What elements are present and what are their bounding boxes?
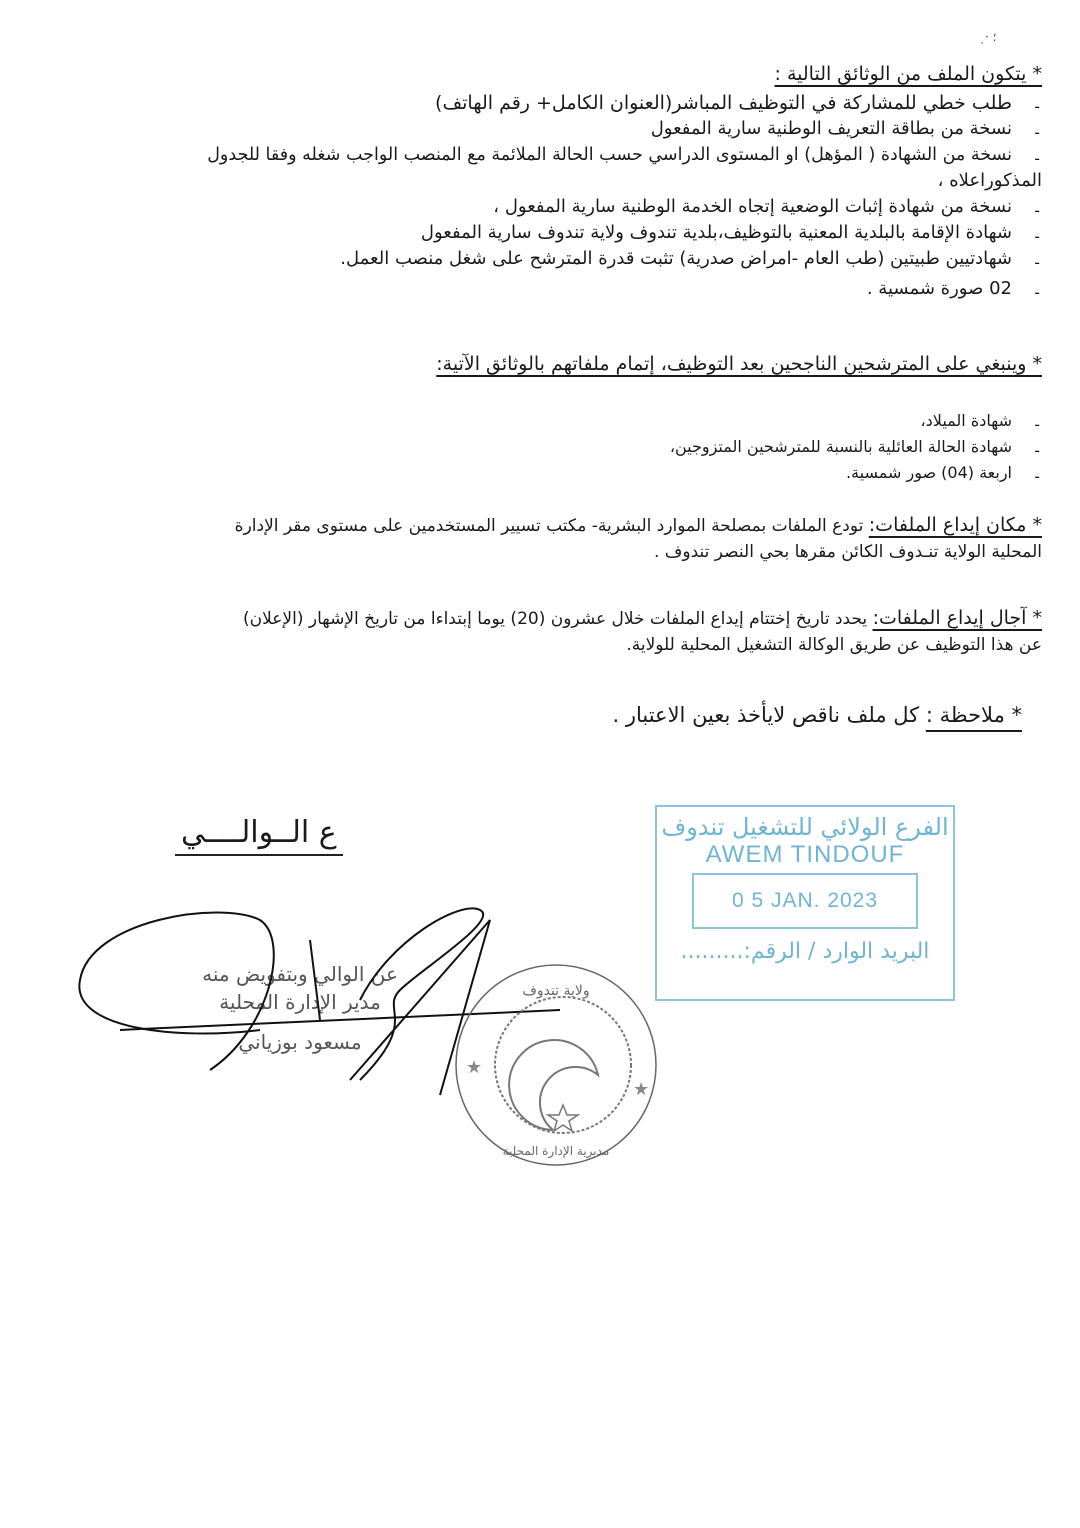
signatory-name: مسعود بوزياني	[238, 1030, 362, 1054]
list-item: - 02 صورة شمسية .	[207, 276, 1042, 302]
deposit-place-label: * مكان إيداع الملفات:	[868, 514, 1042, 536]
required-documents-section	[207, 60, 1042, 302]
deposit-deadline-paragraph	[60, 605, 1042, 658]
note-label: * ملاحظة :	[925, 703, 1022, 727]
svg-text:★: ★	[466, 1057, 483, 1078]
signatory-title: ع الــوالــــي	[175, 815, 343, 856]
list-item: - شهادة الإقامة بالبلدية المعنية بالتوظيف،بلدية تندوف ولاية تندوف سارية المفعول	[207, 220, 1042, 246]
list-item: - نسخة من بطاقة التعريف الوطنية سارية المفعول	[207, 116, 1042, 142]
list-item: - شهادة الميلاد،	[436, 408, 1042, 434]
deposit-place-line2: المحلية الولاية تنـدوف الكائن مقرها بحي النصر تندوف .	[653, 542, 1042, 562]
stamp-agency-arabic: الفرع الولائي للتشغيل تندوف	[661, 813, 949, 841]
director-title: مدير الإدارة المحلية	[219, 990, 381, 1014]
stamp-incoming-mail-number: البريد الوارد / الرقم:.........	[680, 939, 930, 964]
list-item: - اربعة (04) صور شمسية.	[436, 460, 1042, 486]
section-heading: * يتكون الملف من الوثائق التالية :	[774, 63, 1042, 85]
seal-top-text: ولاية تندوف	[522, 983, 590, 999]
post-hiring-documents-section	[436, 350, 1042, 486]
note-text: كل ملف ناقص لايأخذ بعين الاعتبار .	[612, 703, 926, 727]
scan-specks: ·̣ ؛	[985, 30, 997, 44]
note-paragraph	[612, 700, 1022, 730]
deposit-place-text: تودع الملفات بمصلحة الموارد البشرية- مكتب تسيير المستخدمين على مستوى مقر الإدارة	[234, 516, 869, 536]
delegation-line: عن الوالي وبتفويض منه	[202, 962, 398, 986]
stamp-date: 0 5 JAN. 2023	[692, 873, 918, 929]
list-item: - طلب خطي للمشاركة في التوظيف المباشر(العنوان الكامل+ رقم الهاتف)	[207, 90, 1042, 116]
list-item: - شهادتيين طبيتين (طب العام -امراض صدرية) تثبت قدرة المترشح على شغل منصب العمل.	[207, 246, 1042, 272]
official-seal-icon	[448, 955, 663, 1170]
seal-bottom-text: مديرية الإدارة المحلية	[502, 1144, 610, 1158]
stamp-agency-latin: AWEM TINDOUF	[705, 841, 905, 868]
svg-text:★: ★	[633, 1079, 650, 1100]
list-item-continuation: المذكوراعلاه ،	[937, 170, 1042, 191]
list-item: - شهادة الحالة العائلية بالنسبة للمترشحين المتزوجين،	[436, 434, 1042, 460]
reception-stamp	[655, 805, 955, 1001]
post-hiring-documents-list	[436, 408, 1042, 486]
deposit-deadline-label: * آجال إيداع الملفات:	[872, 607, 1042, 629]
list-item: - نسخة من شهادة إثبات الوضعية إتجاه الخدمة الوطنية سارية المفعول ،	[207, 194, 1042, 220]
deposit-deadline-text: يحدد تاريخ إختتام إيداع الملفات خلال عشرون (20) يوما إبتداءا من تاريخ الإشهار (الإعلان)	[243, 609, 873, 629]
deposit-deadline-line2: عن هذا التوظيف عن طريق الوكالة التشغيل المحلية للولاية.	[626, 635, 1042, 655]
section-heading: * وينبغي على المترشحين الناجحين بعد التوظيف، إتمام ملفاتهم بالوثائق الآتية:	[436, 353, 1042, 375]
required-documents-list	[207, 90, 1042, 302]
list-item: - نسخة من الشهادة ( المؤهل) او المستوى الدراسي حسب الحالة الملائمة مع المنصب الواجب شغله وفقا للجدول	[207, 142, 1042, 168]
deposit-place-paragraph	[60, 512, 1042, 565]
